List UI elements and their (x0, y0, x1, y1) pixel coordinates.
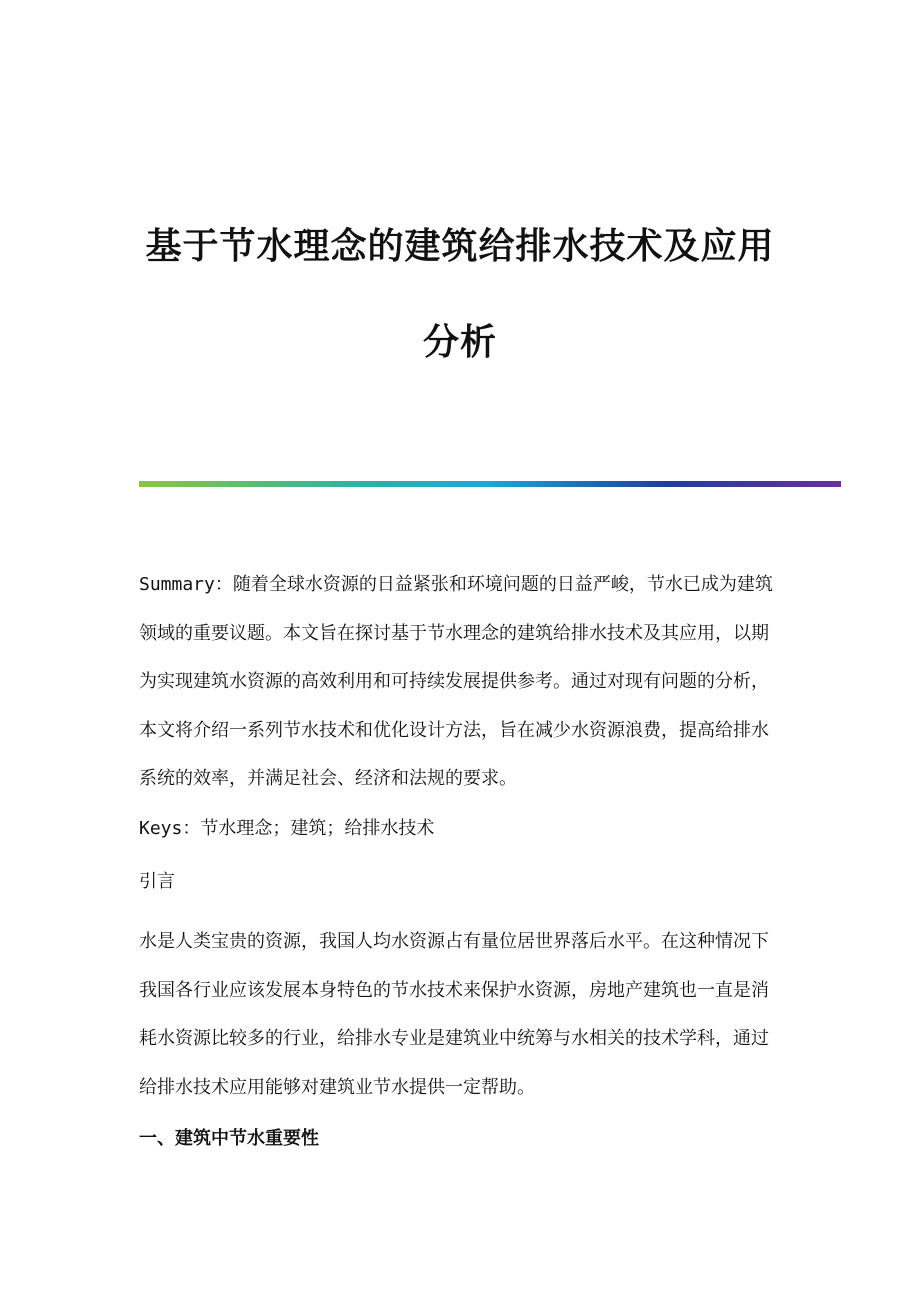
summary-text: 随着全球水资源的日益紧张和环境问题的日益严峻，节水已成为建筑领域的重要议题。本文旨在探讨基于节水理念的建筑给排水技术及其应用，以期为实现建筑水资源的高效利用和可持续发展提供参考。通过对现有问题的分析，本文将介绍一系列节水技术和优化设计方法，旨在减少水资源浪费，提高给排水系统的效率，并满足社会、经济和法规的要求。 (139, 574, 773, 789)
section-1-heading: 一、建筑中节水重要性 (139, 1128, 319, 1149)
keywords-paragraph (139, 805, 784, 854)
summary-paragraph (139, 561, 784, 804)
gradient-divider (139, 481, 841, 487)
summary-label: Summary： (139, 574, 233, 595)
introduction-heading: 引言 (139, 871, 175, 892)
keywords-text: 节水理念；建筑；给排水技术 (200, 818, 435, 839)
document-title-line-1: 基于节水理念的建筑给排水技术及应用 (145, 225, 775, 267)
document-title-line-2: 分析 (422, 321, 497, 363)
keywords-label: Keys： (139, 818, 201, 839)
introduction-paragraph: 水是人类宝贵的资源，我国人均水资源占有量位居世界落后水平。在这种情况下我国各行业应该发展本身特色的节水技术来保护水资源，房地产建筑也一直是消耗水资源比较多的行业，给排水专业是建筑业中统筹与水相关的技术学科，通过给排水技术应用能够对建筑业节水提供一定帮助。 (139, 931, 769, 1098)
